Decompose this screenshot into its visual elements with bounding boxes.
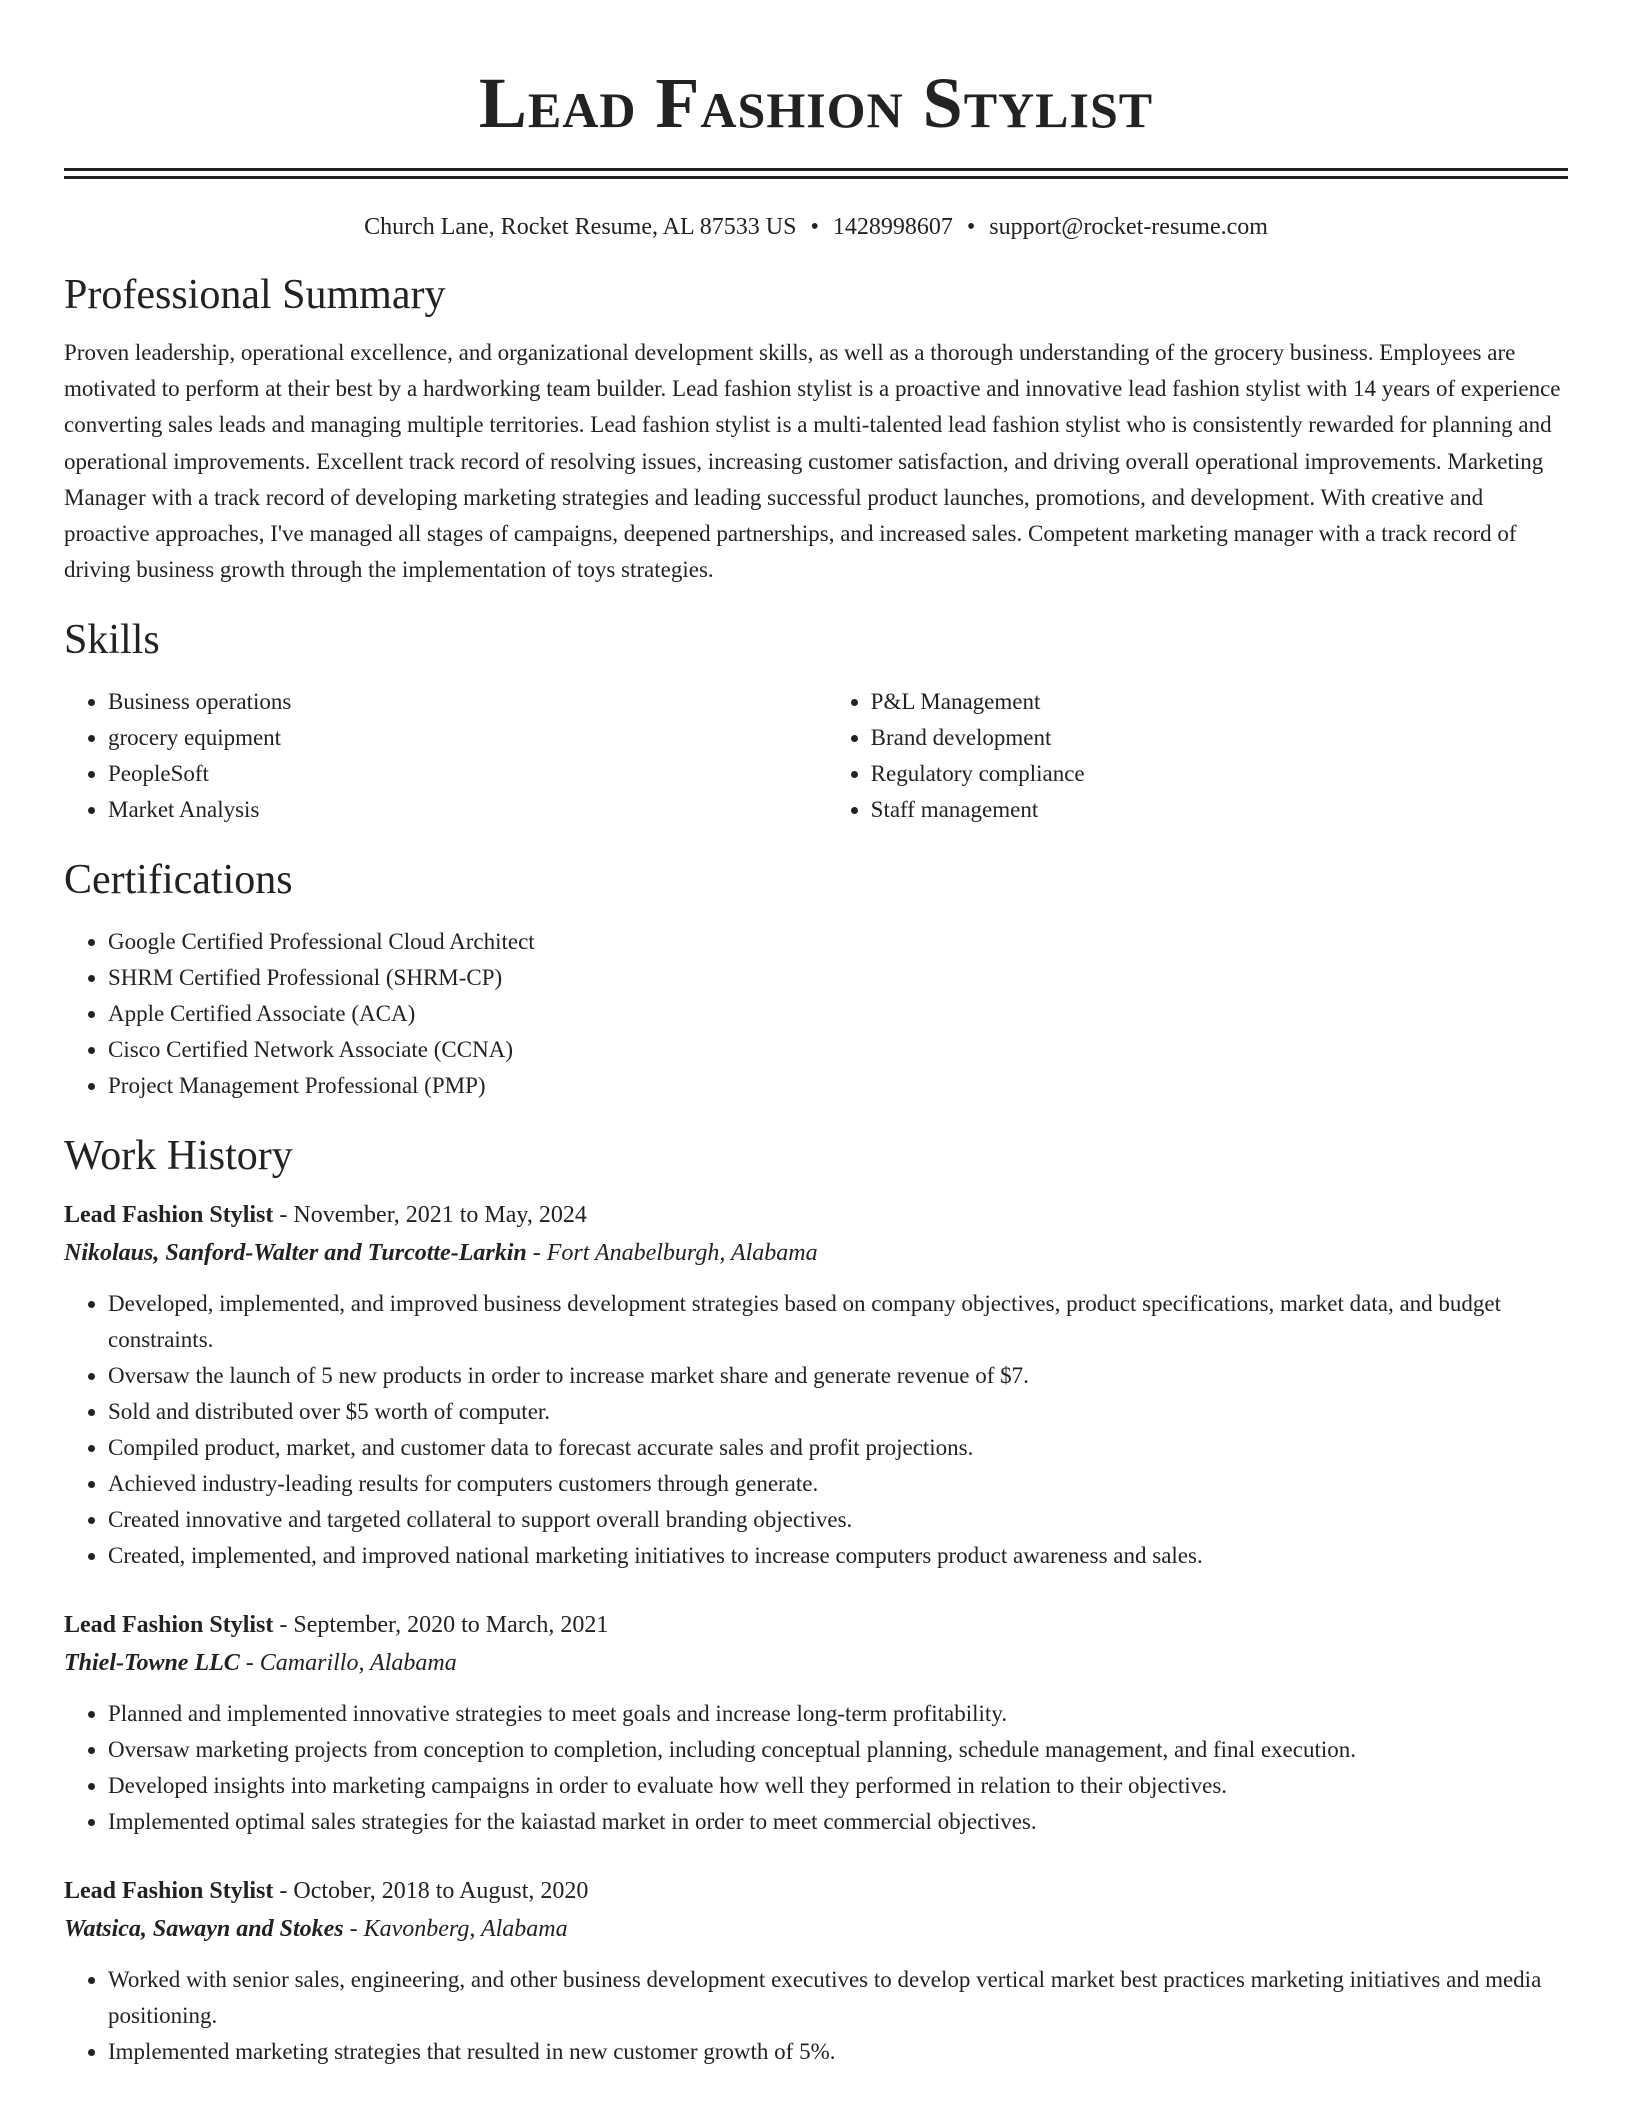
job-dash: -	[343, 1916, 364, 1943]
skill-item: • Market Analysis	[108, 792, 827, 828]
title-divider	[64, 168, 1568, 179]
job-role: Lead Fashion Stylist	[64, 1612, 274, 1639]
job-dash: -	[526, 1240, 547, 1267]
job-company-line	[64, 1910, 1568, 1948]
skills-section	[64, 614, 1568, 828]
summary-heading: Professional Summary	[64, 272, 446, 318]
job-bullet: • Implemented optimal sales strategies for the kaiastad market in order to meet commercial objectives.	[108, 1804, 1568, 1840]
job-bullet: • Created innovative and targeted collateral to support overall branding objectives.	[108, 1502, 1568, 1538]
job-bullet: • Developed, implemented, and improved business development strategies based on company objectives, product specifications, market data, and budget constraints.	[108, 1286, 1568, 1358]
skill-item: • grocery equipment	[108, 720, 827, 756]
work-history-heading: Work History	[64, 1133, 293, 1180]
job-bullet: • Implemented marketing strategies that resulted in new customer growth of 5%.	[108, 2034, 1568, 2070]
skills-list-left	[64, 684, 827, 828]
job-company: Nikolaus, Sanford-Walter and Turcotte-Larkin	[64, 1240, 527, 1267]
contact-separator: •	[966, 214, 976, 240]
skill-item: • Business operations	[108, 684, 827, 720]
job-bullet: • Oversaw marketing projects from conception to completion, including conceptual planning, schedule management, and final execution.	[108, 1732, 1568, 1768]
job-role: Lead Fashion Stylist	[64, 1878, 274, 1905]
resume-title: Lead Fashion Stylist	[478, 63, 1154, 143]
job-location: Fort Anabelburgh, Alabama	[546, 1240, 818, 1267]
contact-phone: 1428998607	[832, 214, 953, 240]
job-company: Thiel-Towne LLC	[64, 1650, 240, 1677]
certification-item: • Google Certified Professional Cloud Architect	[108, 924, 1568, 960]
job-dash: -	[273, 1612, 294, 1639]
job-bullets	[64, 1696, 1568, 1840]
certifications-heading: Certifications	[64, 857, 293, 904]
job-dates: September, 2020 to March, 2021	[293, 1612, 609, 1639]
certification-item: • Cisco Certified Network Associate (CCNA)	[108, 1032, 1568, 1068]
skills-heading: Skills	[64, 617, 160, 664]
job-location: Kavonberg, Alabama	[363, 1916, 568, 1943]
job-location: Camarillo, Alabama	[259, 1650, 457, 1677]
job-title-line	[64, 1196, 1568, 1234]
job-dash: -	[273, 1202, 294, 1229]
contact-line	[64, 211, 1568, 243]
certifications-section	[64, 854, 1568, 1104]
contact-separator: •	[810, 214, 819, 240]
job-dates: November, 2021 to May, 2024	[293, 1202, 587, 1229]
skill-item: • PeopleSoft	[108, 756, 827, 792]
certification-item: • Project Management Professional (PMP)	[108, 1068, 1568, 1104]
job-bullets	[64, 1286, 1568, 1574]
skill-item: • Regulatory compliance	[871, 756, 1568, 792]
summary-section	[64, 269, 1568, 588]
job-entry	[64, 1606, 1568, 1840]
certification-item: • SHRM Certified Professional (SHRM-CP)	[108, 960, 1568, 996]
job-company-line	[64, 1644, 1568, 1682]
job-bullets	[64, 1962, 1568, 2070]
summary-text: Proven leadership, operational excellence, and organizational development skills, as well as a thorough understanding of the grocery business. Employees are motivated to perform at their best by a hardworking team builder. Lead fashion stylist is a proactive and innovative lead fashion stylist with 14 years of experience converting sales leads and managing multiple territories. Lead fashion stylist is a multi-talented lead fashion stylist who is consistently rewarded for planning and operational improvements. Excellent track record of resolving issues, increasing customer satisfaction, and driving overall operational improvements. Marketing Manager with a track record of developing marketing strategies and leading successful product launches, promotions, and development. With creative and proactive approaches, I've managed all stages of campaigns, deepened partnerships, and increased sales. Competent marketing manager with a track record of driving business growth through the implementation of toys strategies.	[64, 340, 1561, 583]
job-role: Lead Fashion Stylist	[64, 1202, 274, 1229]
job-dash: -	[273, 1878, 294, 1905]
skills-columns	[64, 684, 1568, 828]
contact-email: support@rocket-resume.com	[989, 214, 1268, 240]
job-bullet: • Developed insights into marketing campaigns in order to evaluate how well they performed in relation to their objectives.	[108, 1768, 1568, 1804]
job-title-line	[64, 1872, 1568, 1910]
job-bullet: • Compiled product, market, and customer data to forecast accurate sales and profit projections.	[108, 1430, 1568, 1466]
job-entry	[64, 1196, 1568, 1574]
skill-item: • Staff management	[871, 792, 1568, 828]
job-dash: -	[239, 1650, 260, 1677]
job-title-line	[64, 1606, 1568, 1644]
job-bullet: • Achieved industry-leading results for computers customers through generate.	[108, 1466, 1568, 1502]
job-bullet: • Created, implemented, and improved national marketing initiatives to increase computers product awareness and sales.	[108, 1538, 1568, 1574]
job-bullet: • Planned and implemented innovative strategies to meet goals and increase long-term profitability.	[108, 1696, 1568, 1732]
certifications-list	[64, 924, 1568, 1104]
skill-item: • Brand development	[871, 720, 1568, 756]
job-company: Watsica, Sawayn and Stokes	[64, 1916, 344, 1943]
skills-list-right	[827, 684, 1568, 828]
skill-item: • P&L Management	[871, 684, 1568, 720]
job-company-line	[64, 1234, 1568, 1272]
certification-item: • Apple Certified Associate (ACA)	[108, 996, 1568, 1032]
job-bullet: • Sold and distributed over $5 worth of computer.	[108, 1394, 1568, 1430]
job-bullet: • Oversaw the launch of 5 new products in order to increase market share and generate revenue of $7.	[108, 1358, 1568, 1394]
contact-address: Church Lane, Rocket Resume, AL 87533 US	[364, 214, 797, 240]
work-history-section	[64, 1130, 1568, 2070]
job-bullet: • Worked with senior sales, engineering, and other business development executives to develop vertical market best practices marketing initiatives and media positioning.	[108, 1962, 1568, 2034]
job-dates: October, 2018 to August, 2020	[293, 1878, 589, 1905]
job-entry	[64, 1872, 1568, 2070]
